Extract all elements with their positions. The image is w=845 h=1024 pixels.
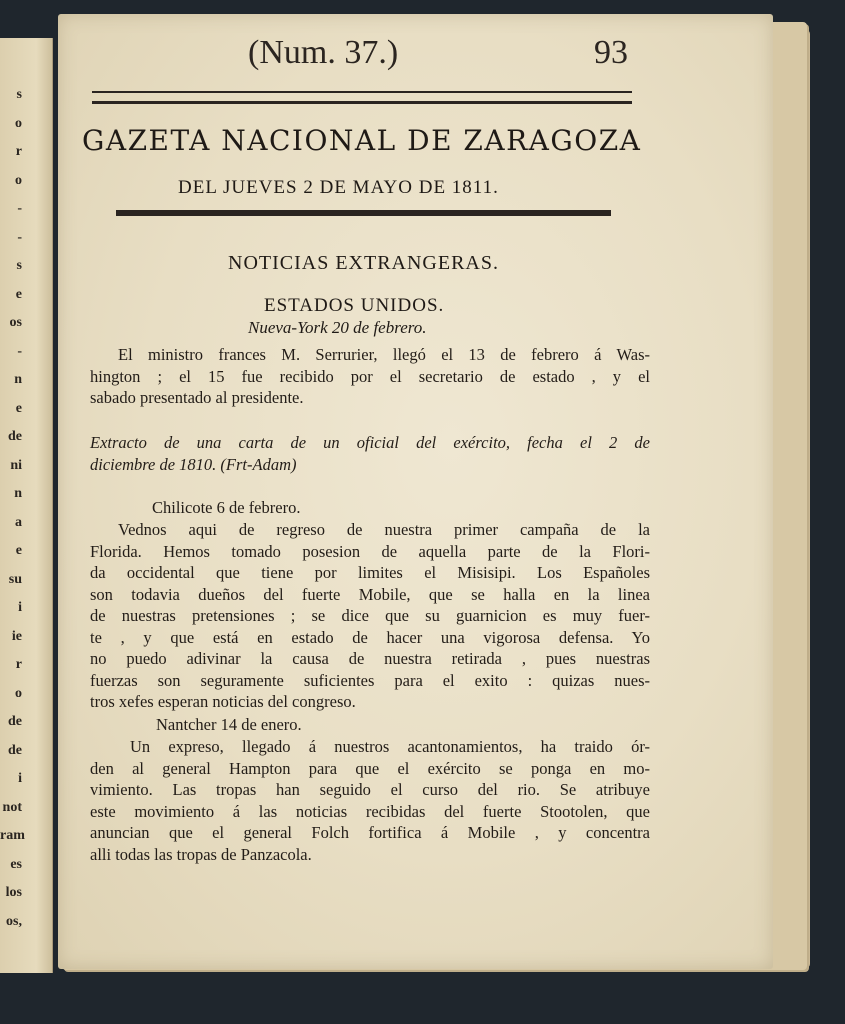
text-line: este movimiento á las noticias recibidas del fuerte Stootolen, que xyxy=(90,801,650,821)
left-page-fragment: - xyxy=(17,343,22,359)
text-line: vimiento. Las tropas han seguido el curso del rio. Se atribuye xyxy=(90,780,650,799)
paragraph-nantcher xyxy=(90,736,650,865)
text-line: Vednos aqui de regreso de nuestra primer campaña de la xyxy=(118,520,650,539)
text-line: diciembre de 1810. (Frt-Adam) xyxy=(90,454,297,474)
text-line: sabado presentado al presidente. xyxy=(90,388,304,407)
newspaper-title: GAZETA NACIONAL DE ZARAGOZA xyxy=(82,124,642,157)
text-line: anuncian que el general Folch fortifica á Mobile , y concentra xyxy=(90,823,650,842)
text-line: no puedo adivinar la causa de nuestra retirada , pues nuestras xyxy=(90,649,650,668)
issue-date: DEL JUEVES 2 DE MAYO DE 1811. xyxy=(178,177,499,198)
left-page-fragment: e xyxy=(15,543,22,558)
left-page-fragment: s xyxy=(16,87,22,102)
left-page-fragment: o xyxy=(15,172,22,188)
left-page-fragment: - xyxy=(17,229,22,245)
text-line: te , y que está en estado de hacer una vigorosa defensa. Yo xyxy=(90,627,650,647)
left-page-fragment: ie xyxy=(11,628,22,644)
paragraph-chilicote xyxy=(90,519,650,713)
left-page-fragment: n xyxy=(14,372,22,387)
left-page-fragment: s xyxy=(16,258,22,273)
title-rule xyxy=(116,210,611,216)
issue-header xyxy=(248,34,628,71)
adjacent-left-page xyxy=(0,38,53,973)
left-page-fragment: r xyxy=(15,657,22,672)
text-line: son todavia dueños del fuerte Mobile, que se halla en la linea xyxy=(90,584,650,604)
text-line: hington ; el 15 fue recibido por el secretario de estado , y el xyxy=(90,366,650,386)
left-page-fragment: a xyxy=(15,514,22,530)
left-page-fragment: - xyxy=(17,201,22,216)
extract-heading xyxy=(90,432,650,475)
text-line: tros xefes esperan noticias del congreso. xyxy=(90,692,356,711)
text-line: den al general Hampton para que el exército se ponga en mo- xyxy=(90,758,650,778)
letter-heading-chilicote: Chilicote 6 de febrero. xyxy=(152,498,301,517)
text-line: fuerzas son seguramente suficientes para el exito : quizas nues- xyxy=(90,670,650,690)
left-page-fragment: i xyxy=(18,771,22,786)
left-page-fragment: su xyxy=(8,571,22,587)
left-page-fragment: i xyxy=(18,600,22,615)
letter-heading-nantcher: Nantcher 14 de enero. xyxy=(156,715,302,734)
text-line: Un expreso, llegado á nuestros acantonamientos, ha traido ór- xyxy=(130,737,650,756)
left-page-fragment: not xyxy=(2,799,22,815)
left-page-fragment: o xyxy=(15,115,22,131)
text-line: de nuestras pretensiones ; se dice que su guarnicion es muy fuer- xyxy=(90,606,650,625)
dateline-place: Nueva-York 20 de febrero. xyxy=(248,318,427,337)
left-page-fragment: ram xyxy=(0,828,25,843)
left-page-fragment: ni xyxy=(10,457,22,473)
page-number: 93 xyxy=(594,34,628,71)
left-page-fragment: de xyxy=(8,714,22,729)
paragraph-minister xyxy=(90,344,650,409)
top-rule xyxy=(92,91,632,104)
text-line: da occidental que tiene por limites el Misisipi. Los Españoles xyxy=(90,563,650,582)
left-page-fragment: os xyxy=(9,315,22,330)
left-page-fragment: los xyxy=(5,885,22,900)
text-line: El ministro frances M. Serrurier, llegó el 13 de febrero á Was- xyxy=(118,345,650,364)
text-line: alli todas las tropas de Panzacola. xyxy=(90,844,312,864)
left-page-fragment: n xyxy=(14,486,22,501)
issue-number: (Num. 37.) xyxy=(248,34,399,71)
section-title: NOTICIAS EXTRANGERAS. xyxy=(228,252,499,274)
left-page-fragment: r xyxy=(15,144,22,159)
left-page-fragment: e xyxy=(15,400,22,416)
left-page-fragment: es xyxy=(10,856,22,872)
country-heading: ESTADOS UNIDOS. xyxy=(264,295,445,316)
left-page-fragment: e xyxy=(15,286,22,302)
left-page-fragment: de xyxy=(8,742,22,758)
left-page-fragment: de xyxy=(8,429,22,444)
left-page-fragment: o xyxy=(15,685,22,701)
newspaper-page xyxy=(58,14,773,969)
text-line: Extracto de una carta de un oficial del exército, fecha el 2 de xyxy=(90,433,650,452)
left-page-fragment: os, xyxy=(6,913,22,929)
text-line: Florida. Hemos tomado posesion de aquella parte de la Flori- xyxy=(90,541,650,561)
